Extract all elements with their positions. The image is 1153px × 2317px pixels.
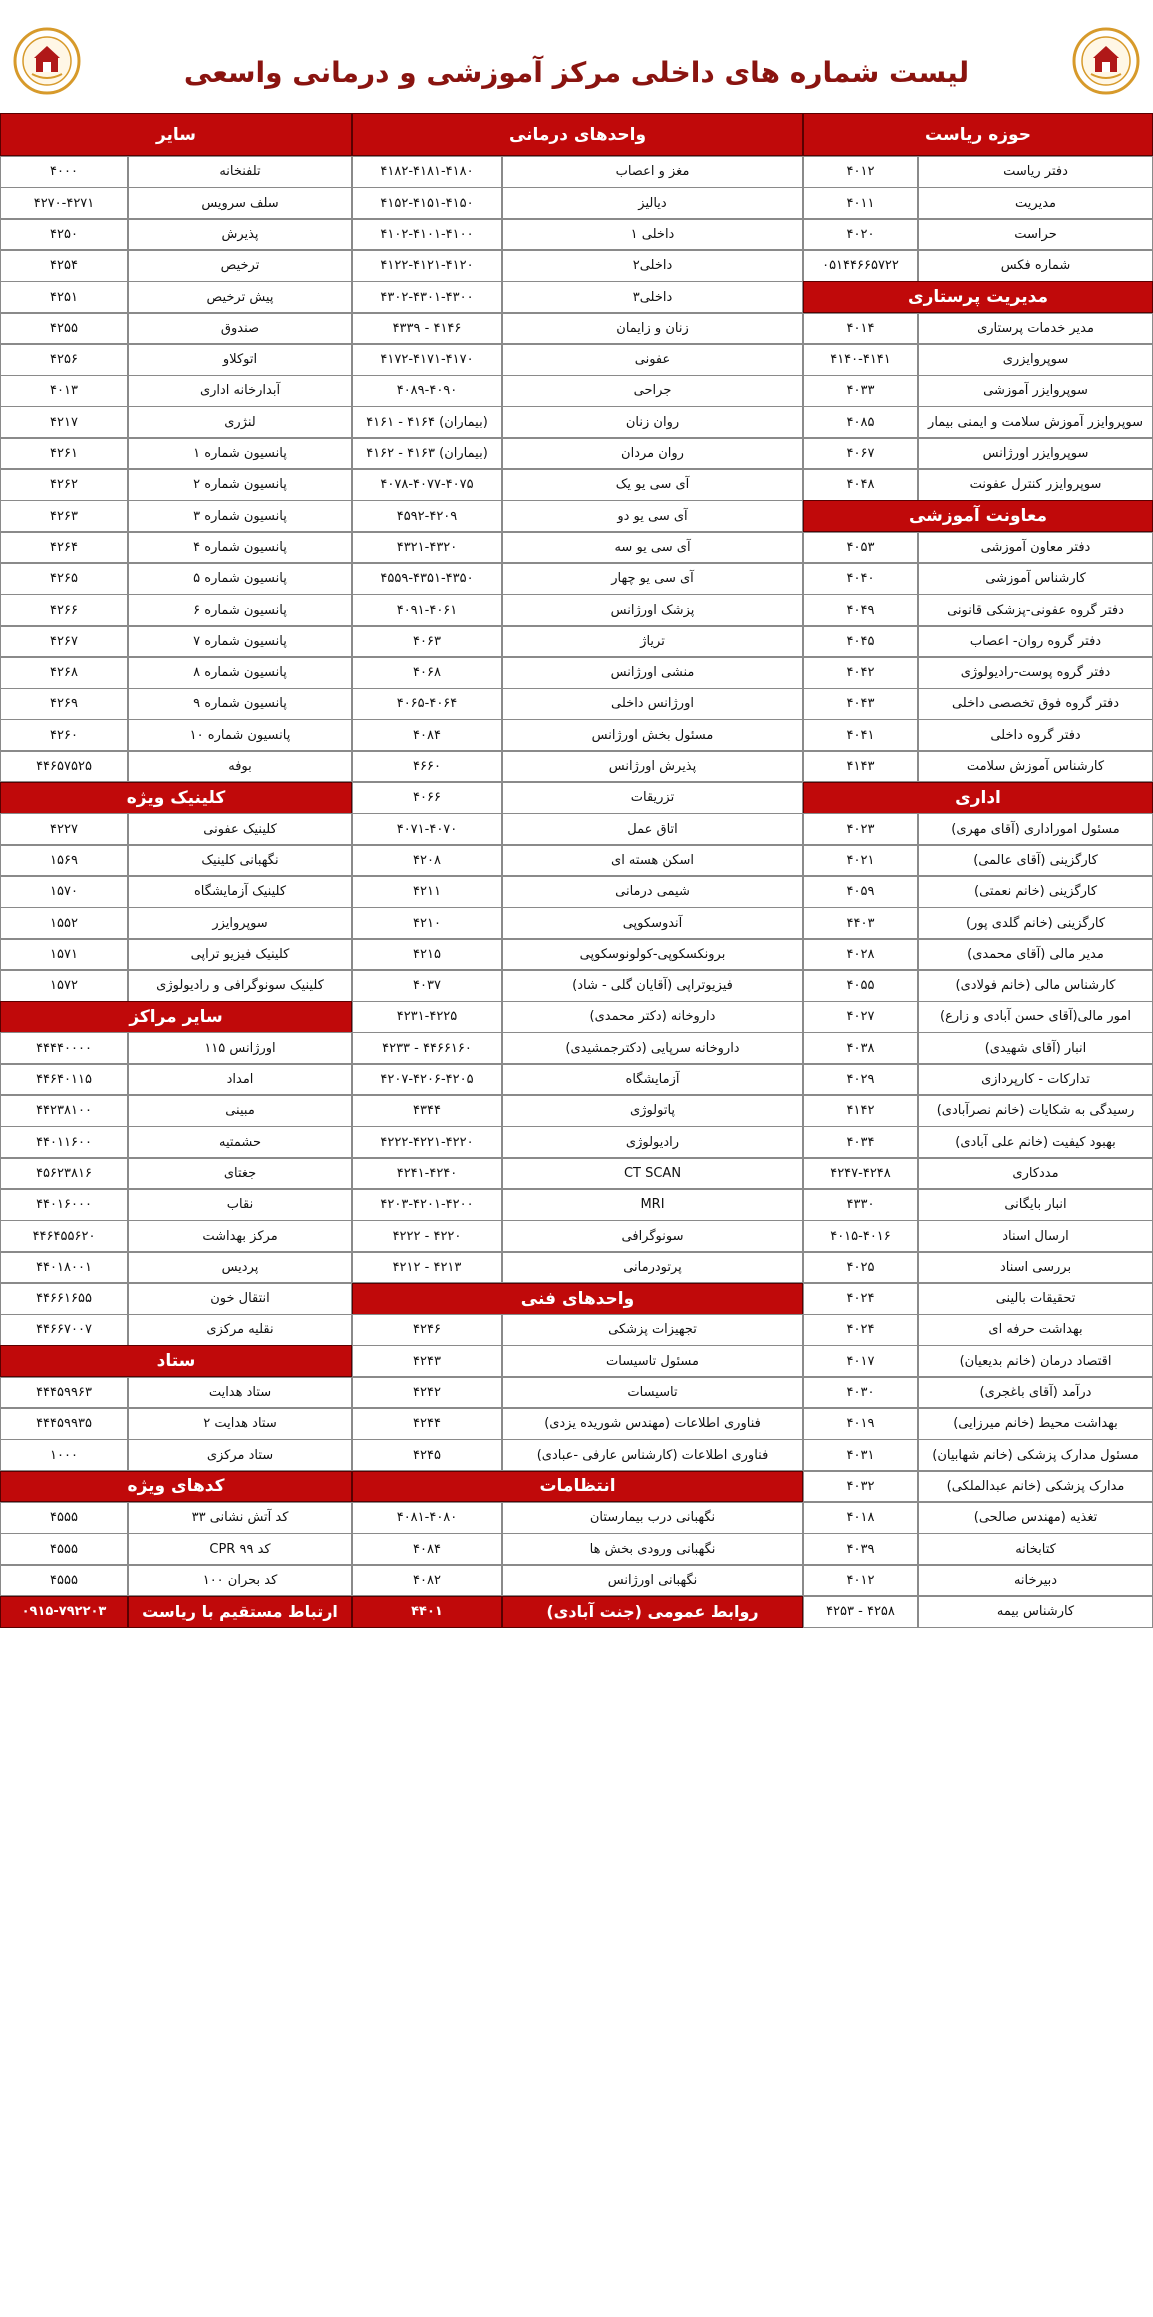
entry-name: تغذیه (مهندس صالحی) — [918, 1502, 1153, 1534]
entry-extension: ۴۲۶۷ — [0, 626, 128, 658]
entry-name: مسئول بخش اورژانس — [502, 719, 803, 751]
footer-number: ۴۴۰۱ — [352, 1596, 502, 1628]
entry-extension: ۴۱۴۰-۴۱۴۱ — [803, 344, 918, 376]
entry-extension: ۴۰۸۴ — [352, 1533, 502, 1565]
entry-extension: ۴۵۵۵ — [0, 1565, 128, 1597]
entry-name: دیالیز — [502, 187, 803, 219]
entry-name: روان زنان — [502, 406, 803, 438]
entry-name: فیزیوتراپی (آقایان گلی - شاد) — [502, 970, 803, 1002]
entry-name: حشمتیه — [128, 1126, 352, 1158]
entry-name: پذیرش — [128, 219, 352, 251]
entry-extension: ۴۲۳۳ - ۴۴۶۶۱۶۰ — [352, 1032, 502, 1064]
entry-name: آی سی یو دو — [502, 500, 803, 532]
entry-extension: ۴۲۶۲ — [0, 469, 128, 501]
entry-name: پانسیون شماره ۵ — [128, 563, 352, 595]
entry-extension: ۴۵۵۵ — [0, 1502, 128, 1534]
entry-extension: ۴۴۶۴۵۵۶۲۰ — [0, 1220, 128, 1252]
entry-extension: ۴۱۲۲-۴۱۲۱-۴۱۲۰ — [352, 250, 502, 282]
entry-extension: ۴۴۶۶۱۶۵۵ — [0, 1283, 128, 1315]
entry-name: اورژانس داخلی — [502, 688, 803, 720]
entry-extension: ۴۰۶۳ — [352, 626, 502, 658]
entry-name: سونوگرافی — [502, 1220, 803, 1252]
entry-extension: ۴۱۸۲-۴۱۸۱-۴۱۸۰ — [352, 156, 502, 188]
section-header: کلینیک ویژه — [0, 782, 352, 814]
entry-name: اتاق عمل — [502, 813, 803, 845]
entry-extension: ۴۰۹۱-۴۰۶۱ — [352, 594, 502, 626]
entry-name: داخلی ۱ — [502, 219, 803, 251]
entry-name: دفتر معاون آموزشی — [918, 532, 1153, 564]
entry-extension: ۴۳۲۱-۴۳۲۰ — [352, 532, 502, 564]
entry-extension: ۴۰۷۱-۴۰۷۰ — [352, 813, 502, 845]
header — [0, 0, 1153, 112]
entry-extension: ۴۲۴۳ — [352, 1345, 502, 1377]
entry-name: داروخانه (دکتر محمدی) — [502, 1001, 803, 1033]
entry-name: برونکسکوپی-کولونوسکوپی — [502, 939, 803, 971]
entry-extension: ۴۰۲۰ — [803, 219, 918, 251]
entry-name: مددکاری — [918, 1158, 1153, 1190]
entry-extension: ۴۰۶۷ — [803, 438, 918, 470]
column-header: حوزه ریاست — [803, 113, 1153, 156]
entry-name: کارگزینی (آقای عالمی) — [918, 845, 1153, 877]
entry-extension: ۴۱۷۲-۴۱۷۱-۴۱۷۰ — [352, 344, 502, 376]
entry-name: پانسیون شماره ۸ — [128, 657, 352, 689]
entry-extension: ۴۲۵۱ — [0, 281, 128, 313]
entry-name: آندوسکوپی — [502, 907, 803, 939]
entry-name: بررسی اسناد — [918, 1252, 1153, 1284]
entry-name: اقتصاد درمان (خانم بدیعیان) — [918, 1345, 1153, 1377]
footer-label: ارتباط مستقیم با ریاست — [128, 1596, 352, 1628]
entry-extension: ۴۰۴۰ — [803, 563, 918, 595]
entry-name: ستاد هدایت ۲ — [128, 1408, 352, 1440]
entry-extension: ۴۴۰۱۸۰۰۱ — [0, 1252, 128, 1284]
entry-name: حراست — [918, 219, 1153, 251]
entry-name: تجهیزات پزشکی — [502, 1314, 803, 1346]
entry-extension: ۴۰۴۸ — [803, 469, 918, 501]
entry-extension: ۴۱۰۲-۴۱۰۱-۴۱۰۰ — [352, 219, 502, 251]
entry-name: بهداشت محیط (خانم میرزایی) — [918, 1408, 1153, 1440]
entry-extension: ۴۰۳۰ — [803, 1377, 918, 1409]
entry-name: سلف سرویس — [128, 187, 352, 219]
entry-name: دفتر گروه عفونی-پزشکی قانونی — [918, 594, 1153, 626]
entry-name: مدیریت — [918, 187, 1153, 219]
entry-name: نگهبانی کلینیک — [128, 845, 352, 877]
entry-name: دفتر گروه فوق تخصصی داخلی — [918, 688, 1153, 720]
entry-name: پذیرش اورژانس — [502, 751, 803, 783]
entry-name: پیش ترخیص — [128, 281, 352, 313]
entry-name: کارشناس آموزشی — [918, 563, 1153, 595]
entry-name: آی سی یو چهار — [502, 563, 803, 595]
entry-extension: ۴۰۳۸ — [803, 1032, 918, 1064]
entry-name: آی سی یو یک — [502, 469, 803, 501]
entry-name: اورژانس ۱۱۵ — [128, 1032, 352, 1064]
entry-name: دفتر گروه داخلی — [918, 719, 1153, 751]
section-header: سایر مراکز — [0, 1001, 352, 1033]
entry-extension: ۴۰۳۲ — [803, 1471, 918, 1503]
entry-extension: ۴۰۴۹ — [803, 594, 918, 626]
entry-name: CT SCAN — [502, 1158, 803, 1190]
entry-extension: ۴۰۵۵ — [803, 970, 918, 1002]
entry-extension: ۴۰۶۵-۴۰۶۴ — [352, 688, 502, 720]
entry-extension: ۴۵۵۹-۴۳۵۱-۴۳۵۰ — [352, 563, 502, 595]
entry-extension: ۴۲۲۲ - ۴۲۲۰ — [352, 1220, 502, 1252]
entry-extension: ۴۲۶۴ — [0, 532, 128, 564]
entry-extension: ۴۲۲۷ — [0, 813, 128, 845]
entry-name: مدارک پزشکی (خانم عبدالملکی) — [918, 1471, 1153, 1503]
entry-name: ستاد مرکزی — [128, 1439, 352, 1471]
entry-name: پاتولوژی — [502, 1095, 803, 1127]
entry-name: اسکن هسته ای — [502, 845, 803, 877]
entry-name: انتقال خون — [128, 1283, 352, 1315]
entry-name: امور مالی(آقای حسن آبادی و زارع) — [918, 1001, 1153, 1033]
entry-name: سوپروایزر آموزش سلامت و ایمنی بیمار — [918, 406, 1153, 438]
entry-extension: ۰۵۱۴۴۶۶۵۷۲۲ — [803, 250, 918, 282]
entry-extension: ۴۱۶۱ - ۴۱۶۴ (بیماران) — [352, 406, 502, 438]
entry-extension: ۴۰۳۴ — [803, 1126, 918, 1158]
entry-extension: ۴۱۴۳ — [803, 751, 918, 783]
entry-extension: ۴۰۴۳ — [803, 688, 918, 720]
entry-extension: ۴۲۶۵ — [0, 563, 128, 595]
entry-extension: ۴۲۴۷-۴۲۴۸ — [803, 1158, 918, 1190]
entry-name: بهداشت حرفه ای — [918, 1314, 1153, 1346]
entry-extension: ۴۳۴۴ — [352, 1095, 502, 1127]
entry-extension: ۴۲۰۷-۴۲۰۶-۴۲۰۵ — [352, 1064, 502, 1096]
entry-extension: ۴۲۶۶ — [0, 594, 128, 626]
entry-name: اتوکلاو — [128, 344, 352, 376]
entry-extension: ۴۲۱۰ — [352, 907, 502, 939]
entry-extension: ۴۲۵۶ — [0, 344, 128, 376]
entry-name: رادیولوژی — [502, 1126, 803, 1158]
entry-name: کد ۹۹ CPR — [128, 1533, 352, 1565]
entry-extension: ۱۵۷۱ — [0, 939, 128, 971]
entry-extension: ۴۰۳۷ — [352, 970, 502, 1002]
footer-label: روابط عمومی (جنت آبادی) — [502, 1596, 803, 1628]
entry-extension: ۴۲۳۱-۴۲۲۵ — [352, 1001, 502, 1033]
entry-name: پانسیون شماره ۶ — [128, 594, 352, 626]
entry-extension: ۴۴۶۵۷۵۲۵ — [0, 751, 128, 783]
entry-name: پانسیون شماره ۴ — [128, 532, 352, 564]
entry-extension: ۴۲۶۳ — [0, 500, 128, 532]
entry-name: روان مردان — [502, 438, 803, 470]
entry-extension: ۴۲۲۲-۴۲۲۱-۴۲۲۰ — [352, 1126, 502, 1158]
entry-extension: ۴۲۰۸ — [352, 845, 502, 877]
entry-name: پانسیون شماره ۲ — [128, 469, 352, 501]
entry-extension: ۴۰۷۸-۴۰۷۷-۴۰۷۵ — [352, 469, 502, 501]
entry-name: پانسیون شماره ۱۰ — [128, 719, 352, 751]
entry-name: دفتر ریاست — [918, 156, 1153, 188]
entry-extension: ۱۵۶۹ — [0, 845, 128, 877]
entry-name: پردیس — [128, 1252, 352, 1284]
university-logo-icon — [12, 26, 82, 96]
entry-extension: ۴۰۲۹ — [803, 1064, 918, 1096]
entry-name: مسئول مدارک پزشکی (خانم شهابیان) — [918, 1439, 1153, 1471]
column-header: سایر — [0, 113, 352, 156]
entry-name: ترخیص — [128, 250, 352, 282]
column-header: واحدهای درمانی — [352, 113, 803, 156]
entry-extension: ۴۴۶۴۰۱۱۵ — [0, 1064, 128, 1096]
entry-name: مغز و اعصاب — [502, 156, 803, 188]
entry-extension: ۴۰۱۷ — [803, 1345, 918, 1377]
entry-extension: ۴۰۲۵ — [803, 1252, 918, 1284]
entry-name: امداد — [128, 1064, 352, 1096]
entry-extension: ۴۲۴۶ — [352, 1314, 502, 1346]
entry-extension: ۴۰۲۷ — [803, 1001, 918, 1033]
entry-name: سوپروایزری — [918, 344, 1153, 376]
entry-extension: ۴۰۸۴ — [352, 719, 502, 751]
entry-extension: ۴۰۱۸ — [803, 1502, 918, 1534]
entry-name: تحقیقات بالینی — [918, 1283, 1153, 1315]
entry-extension: ۴۴۰۳ — [803, 907, 918, 939]
entry-extension: ۴۳۳۹ - ۴۱۴۶ — [352, 313, 502, 345]
entry-extension: ۴۳۰۲-۴۳۰۱-۴۳۰۰ — [352, 281, 502, 313]
entry-name: پرتودرمانی — [502, 1252, 803, 1284]
entry-name: تزریقات — [502, 782, 803, 814]
entry-extension: ۴۲۰۳-۴۲۰۱-۴۲۰۰ — [352, 1189, 502, 1221]
entry-name: کلینیک فیزیو تراپی — [128, 939, 352, 971]
entry-extension: ۴۱۵۲-۴۱۵۱-۴۱۵۰ — [352, 187, 502, 219]
entry-name: بهبود کیفیت (خانم علی آبادی) — [918, 1126, 1153, 1158]
entry-extension: ۴۱۴۲ — [803, 1095, 918, 1127]
entry-name: آزمایشگاه — [502, 1064, 803, 1096]
entry-name: پزشک اورژانس — [502, 594, 803, 626]
entry-name: سوپروایزر — [128, 907, 352, 939]
entry-name: مبینی — [128, 1095, 352, 1127]
entry-name: ارسال اسناد — [918, 1220, 1153, 1252]
entry-name: مرکز بهداشت — [128, 1220, 352, 1252]
entry-name: کارشناس بیمه — [918, 1596, 1153, 1628]
entry-extension: ۴۰۸۵ — [803, 406, 918, 438]
entry-extension: ۱۵۷۰ — [0, 876, 128, 908]
section-header: ستاد — [0, 1345, 352, 1377]
entry-name: نگهبانی درب بیمارستان — [502, 1502, 803, 1534]
entry-extension: ۴۲۱۵ — [352, 939, 502, 971]
entry-extension: ۴۲۷۰-۴۲۷۱ — [0, 187, 128, 219]
entry-extension: ۴۰۱۵-۴۰۱۶ — [803, 1220, 918, 1252]
entry-extension: ۴۰۱۳ — [0, 375, 128, 407]
entry-name: کارگزینی (خانم گلدی پور) — [918, 907, 1153, 939]
entry-name: نگهبانی ورودی بخش ها — [502, 1533, 803, 1565]
entry-name: انبار بایگانی — [918, 1189, 1153, 1221]
entry-name: داخلی۲ — [502, 250, 803, 282]
entry-name: داروخانه سرپایی (دکترجمشیدی) — [502, 1032, 803, 1064]
section-header: معاونت آموزشی — [803, 500, 1153, 532]
entry-name: ستاد هدایت — [128, 1377, 352, 1409]
entry-name: شیمی درمانی — [502, 876, 803, 908]
entry-name: تلفنخانه — [128, 156, 352, 188]
entry-extension: ۴۰۶۶ — [352, 782, 502, 814]
entry-extension: ۴۲۶۰ — [0, 719, 128, 751]
entry-name: تدارکات - کارپردازی — [918, 1064, 1153, 1096]
entry-extension: ۴۲۶۹ — [0, 688, 128, 720]
section-header: کدهای ویژه — [0, 1471, 352, 1503]
entry-name: کارشناس آموزش سلامت — [918, 751, 1153, 783]
entry-extension: ۴۲۶۱ — [0, 438, 128, 470]
entry-extension: ۴۴۴۵۹۹۳۵ — [0, 1408, 128, 1440]
entry-extension: ۴۲۵۳ - ۴۲۵۸ — [803, 1596, 918, 1628]
phone-directory-table — [0, 113, 1153, 2317]
footer-number: ۰۹۱۵-۷۹۲۲۰۳ — [0, 1596, 128, 1628]
entry-name: فناوری اطلاعات (کارشناس عارفی -عبادی) — [502, 1439, 803, 1471]
section-header: اداری — [803, 782, 1153, 814]
entry-extension: ۴۴۲۳۸۱۰۰ — [0, 1095, 128, 1127]
entry-name: مدیر خدمات پرستاری — [918, 313, 1153, 345]
entry-extension: ۴۰۸۲ — [352, 1565, 502, 1597]
entry-extension: ۴۲۴۲ — [352, 1377, 502, 1409]
entry-name: نقاب — [128, 1189, 352, 1221]
entry-name: مسئول تاسیسات — [502, 1345, 803, 1377]
entry-name: شماره فکس — [918, 250, 1153, 282]
entry-name: دبیرخانه — [918, 1565, 1153, 1597]
entry-name: کتابخانه — [918, 1533, 1153, 1565]
entry-name: جغتای — [128, 1158, 352, 1190]
entry-extension: ۴۰۱۴ — [803, 313, 918, 345]
entry-extension: ۴۲۵۰ — [0, 219, 128, 251]
entry-name: مسئول اموراداری (آقای مهری) — [918, 813, 1153, 845]
section-header: انتظامات — [352, 1471, 803, 1503]
entry-name: دفتر گروه پوست-رادیولوژی — [918, 657, 1153, 689]
entry-name: درآمد (آقای باغجری) — [918, 1377, 1153, 1409]
entry-name: صندوق — [128, 313, 352, 345]
entry-extension: ۴۲۵۵ — [0, 313, 128, 345]
entry-name: کارگزینی (خانم نعمتی) — [918, 876, 1153, 908]
entry-name: سوپروایزر کنترل عفونت — [918, 469, 1153, 501]
entry-extension: ۴۵۶۲۳۸۱۶ — [0, 1158, 128, 1190]
entry-extension: ۴۲۵۴ — [0, 250, 128, 282]
entry-extension: ۴۶۶۰ — [352, 751, 502, 783]
entry-extension: ۴۰۴۱ — [803, 719, 918, 751]
entry-extension: ۴۰۱۲ — [803, 156, 918, 188]
entry-extension: ۴۰۱۱ — [803, 187, 918, 219]
entry-name: MRI — [502, 1189, 803, 1221]
entry-extension: ۴۰۶۸ — [352, 657, 502, 689]
entry-extension: ۴۲۴۵ — [352, 1439, 502, 1471]
entry-extension: ۴۰۲۳ — [803, 813, 918, 845]
entry-extension: ۴۴۶۶۷۰۰۷ — [0, 1314, 128, 1346]
entry-name: انبار (آقای شهیدی) — [918, 1032, 1153, 1064]
entry-name: زنان و زایمان — [502, 313, 803, 345]
entry-extension: ۱۵۵۲ — [0, 907, 128, 939]
entry-extension: ۱۵۷۲ — [0, 970, 128, 1002]
section-header: واحدهای فنی — [352, 1283, 803, 1315]
entry-name: عفونی — [502, 344, 803, 376]
entry-extension: ۴۰۵۳ — [803, 532, 918, 564]
entry-extension: ۴۰۲۴ — [803, 1283, 918, 1315]
entry-name: تاسیسات — [502, 1377, 803, 1409]
entry-name: رسیدگی به شکایات (خانم نصرآبادی) — [918, 1095, 1153, 1127]
entry-name: داخلی۳ — [502, 281, 803, 313]
entry-name: لنژری — [128, 406, 352, 438]
entry-extension: ۴۵۵۵ — [0, 1533, 128, 1565]
entry-extension: ۴۴۴۵۹۹۶۳ — [0, 1377, 128, 1409]
entry-extension: ۴۰۰۰ — [0, 156, 128, 188]
entry-name: پانسیون شماره ۳ — [128, 500, 352, 532]
entry-name: فناوری اطلاعات (مهندس شوریده یزدی) — [502, 1408, 803, 1440]
entry-extension: ۴۳۳۰ — [803, 1189, 918, 1221]
entry-name: جراحی — [502, 375, 803, 407]
entry-extension: ۴۰۴۲ — [803, 657, 918, 689]
entry-extension: ۴۰۱۹ — [803, 1408, 918, 1440]
university-logo-icon — [1071, 26, 1141, 96]
page-title: لیست شماره های داخلی مرکز آموزشی و درمانی واسعی — [183, 56, 970, 89]
entry-extension: ۴۰۵۹ — [803, 876, 918, 908]
entry-name: کلینیک سونوگرافی و رادیولوژی — [128, 970, 352, 1002]
entry-name: بوفه — [128, 751, 352, 783]
entry-extension: ۴۲۴۴ — [352, 1408, 502, 1440]
entry-extension: ۴۲۴۱-۴۲۴۰ — [352, 1158, 502, 1190]
entry-extension: ۴۰۲۴ — [803, 1314, 918, 1346]
entry-extension: ۴۱۶۲ - ۴۱۶۳ (بیماران) — [352, 438, 502, 470]
entry-extension: ۴۰۳۹ — [803, 1533, 918, 1565]
entry-name: منشی اورژانس — [502, 657, 803, 689]
section-header: مدیریت پرستاری — [803, 281, 1153, 313]
entry-extension: ۴۰۳۳ — [803, 375, 918, 407]
entry-name: پانسیون شماره ۱ — [128, 438, 352, 470]
entry-extension: ۴۰۸۱-۴۰۸۰ — [352, 1502, 502, 1534]
entry-name: کارشناس مالی (خانم فولادی) — [918, 970, 1153, 1002]
entry-extension: ۴۲۶۸ — [0, 657, 128, 689]
entry-name: آبدارخانه اداری — [128, 375, 352, 407]
entry-extension: ۴۰۲۱ — [803, 845, 918, 877]
entry-name: کد بحران ۱۰۰ — [128, 1565, 352, 1597]
entry-name: سوپروایزر آموزشی — [918, 375, 1153, 407]
entry-name: کد آتش نشانی ۳۳ — [128, 1502, 352, 1534]
entry-extension: ۴۰۱۲ — [803, 1565, 918, 1597]
entry-extension: ۴۰۲۸ — [803, 939, 918, 971]
entry-name: پانسیون شماره ۹ — [128, 688, 352, 720]
entry-extension: ۴۴۰۱۱۶۰۰ — [0, 1126, 128, 1158]
entry-name: پانسیون شماره ۷ — [128, 626, 352, 658]
entry-name: کلینیک آزمایشگاه — [128, 876, 352, 908]
entry-extension: ۴۲۱۱ — [352, 876, 502, 908]
entry-name: تریاژ — [502, 626, 803, 658]
entry-extension: ۴۰۳۱ — [803, 1439, 918, 1471]
entry-name: دفتر گروه روان- اعصاب — [918, 626, 1153, 658]
entry-name: سوپروایزر اورژانس — [918, 438, 1153, 470]
entry-extension: ۴۲۱۷ — [0, 406, 128, 438]
entry-extension: ۴۴۰۱۶۰۰۰ — [0, 1189, 128, 1221]
entry-extension: ۴۵۹۲-۴۲۰۹ — [352, 500, 502, 532]
entry-name: نقلیه مرکزی — [128, 1314, 352, 1346]
entry-name: کلینیک عفونی — [128, 813, 352, 845]
entry-name: نگهبانی اورژانس — [502, 1565, 803, 1597]
entry-extension: ۴۴۴۴۰۰۰۰ — [0, 1032, 128, 1064]
entry-extension: ۱۰۰۰ — [0, 1439, 128, 1471]
entry-extension: ۴۰۸۹-۴۰۹۰ — [352, 375, 502, 407]
entry-extension: ۴۰۴۵ — [803, 626, 918, 658]
entry-name: مدیر مالی (آقای محمدی) — [918, 939, 1153, 971]
entry-extension: ۴۲۱۲ - ۴۲۱۳ — [352, 1252, 502, 1284]
entry-name: آی سی یو سه — [502, 532, 803, 564]
